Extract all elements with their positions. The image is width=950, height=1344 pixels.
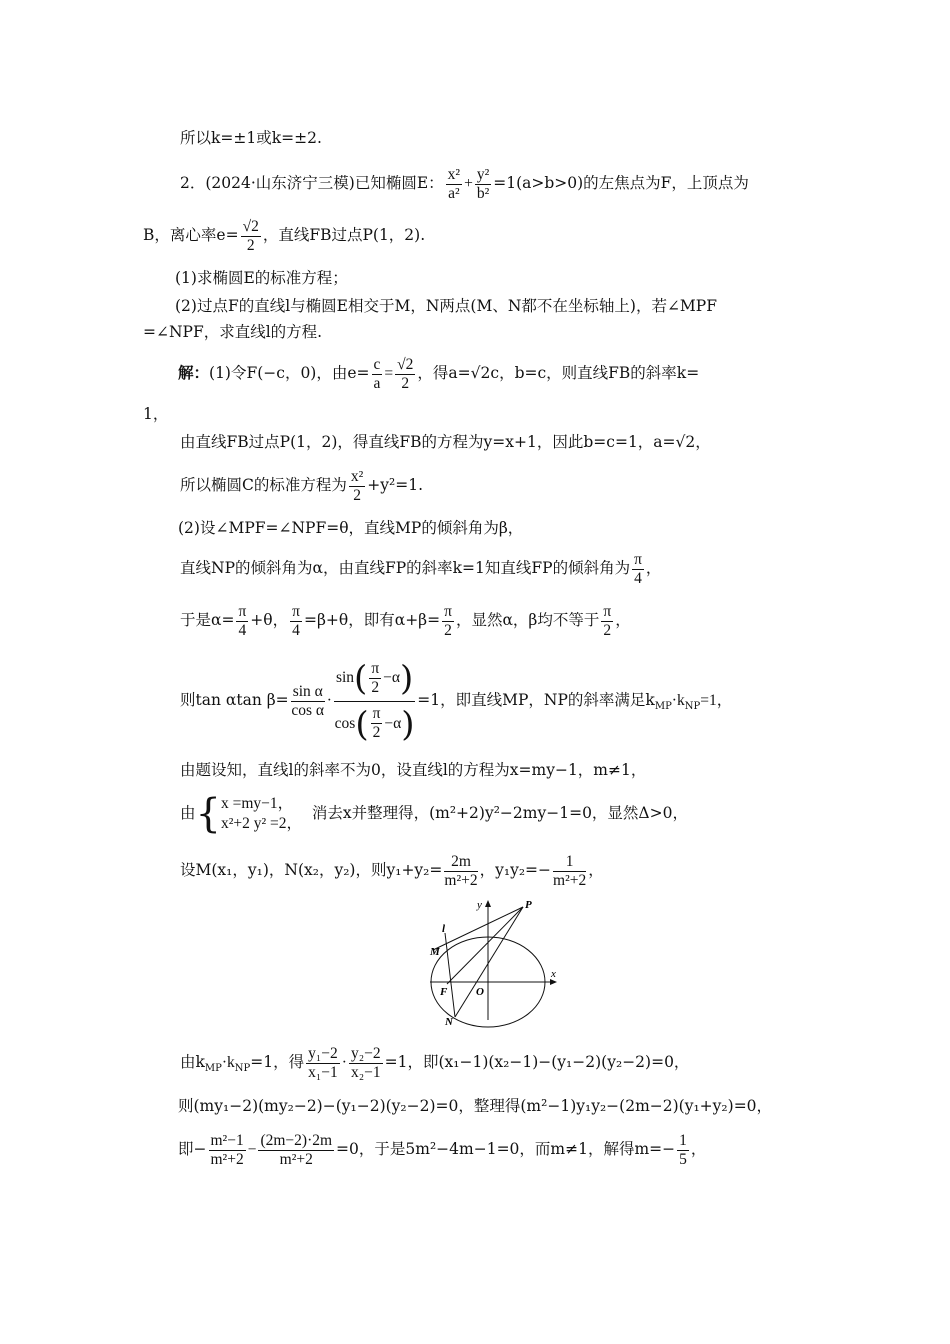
fraction-sin-cos-complement: sin( $\frac{\pi}{2}$ −α) cos( $\frac{\pi}{2}$ −α) [334, 656, 415, 746]
line-FP [447, 907, 523, 984]
fraction-pi-4: $\frac{\pi}{4}$ [292, 602, 300, 639]
text: =1，即(x₁−1)(x₂−1)−(y₁−2)(y₂−2)=0， [384, 1053, 690, 1071]
text: 设M(x₁，y₁)，N(x₂，y₂)，则y₁+y₂= [180, 861, 443, 879]
label-l: l [442, 923, 446, 935]
solution-step: 则(my₁−2)(my₂−2)−(y₁−2)(y₂−2)=0，整理得(m²−1)y₁y₂−(2m−2)(y₁+y₂)=0， [178, 1097, 773, 1115]
text: 直线NP的倾斜角为α，由直线FP的斜率k=1知直线FP的倾斜角为 [180, 559, 631, 577]
text-line: 所以k=±1或k=±2. [180, 129, 322, 147]
solution-step-tan: 则tan αtan β= $\frac{\text{sin α}}{\text{cos α}}$ · sin( $\frac{\pi}{2}$ −α) cos( $\frac{\pi}{2}$ −α) =1，即直线MP，NP的斜率满足$k_{MP}\cdot k_{NP}=1$， [180, 652, 732, 748]
text: B，离心率e= [143, 226, 239, 244]
solution-step: 由题设知，直线l的斜率不为0，设直线l的方程为x=my−1，m≠1， [180, 761, 647, 779]
solution-step-vieta: 设M(x₁，y₁)，N(x₂，y₂)，则y₁+y₂= $\frac{2m}{\text{m²+2}}$ ，y₁y₂=− $\frac{1}{\text{m²+2}}$ ， [180, 852, 604, 889]
text: =0，于是5m²−4m−1=0，而m≠1，解得m=− [336, 1140, 676, 1158]
label-x: x [551, 968, 556, 980]
solution-step-system: 由{ x =my−1， x²+2 y² =2， 消去x并整理得，(m²+2)y²−2my−1=0，显然Δ>0， [180, 791, 688, 837]
text: +θ， [250, 611, 289, 629]
text: 消去x并整理得，(m²+2)y²−2my−1=0，显然Δ>0， [311, 804, 688, 822]
label-M: M [430, 946, 440, 958]
y-axis-arrow [485, 900, 491, 907]
text: 由 [180, 804, 196, 822]
fraction-2m: $\frac{2m}{\text{m²+2}}$ [444, 852, 478, 889]
solution-step: 解：(1)令F(−c，0)，由e= $\frac{c}{a}$ = $\frac{√2}{2}$ ，得a=√2c，b=c，则直线FB的斜率k= [178, 355, 700, 392]
text: 2．(2024·山东济宁三模)已知椭圆E： [180, 174, 444, 192]
text: 则tan αtan β= [180, 691, 289, 709]
solution-step: 直线NP的倾斜角为α，由直线FP的斜率k=1知直线FP的倾斜角为 $\frac{\pi}{4}$ ， [180, 550, 662, 587]
text: ，得a=√2c，b=c，则直线FB的斜率k= [417, 364, 700, 382]
solution-step: 于是α= $\frac{\pi}{4}$ +θ， $\frac{\pi}{4}$ =β+θ，即有α+β= $\frac{\pi}{2}$ ，显然α，β均不等于 $\frac{\pi}{2}$ ， [180, 602, 631, 639]
solution-step-final: 即− $\frac{\text{m²−1}}{\text{m²+2}}$ − $\frac{(2m-2)\cdot 2m}{\text{m²+2}}$ =0，于是5m²−4m−1=0，而m≠1，解得m=− $\frac{1}{5}$ ， [178, 1131, 707, 1168]
fraction-y2-x2: $\frac{\text{y₂−2}}{\text{x₂−1}}$ [350, 1044, 381, 1081]
fraction-y2-b2: $\frac{\text{y²}}{\text{b²}}$ [476, 165, 490, 202]
solution-step-kproduct: 由$k_{MP}\cdot k_{NP}=1$，得 $\frac{\text{y₁−2}}{\text{x₁−1}}$ · $\frac{\text{y₂−2}}{\text{x₂−1}}$ =1，即(x₁−1)(x₂−1)−(y₁−2)(y₂−2)=0， [180, 1044, 690, 1081]
text: =1，即直线MP，NP的斜率满足k [417, 691, 655, 709]
ellipse-figure [425, 895, 570, 1030]
text: +y²=1. [367, 476, 424, 494]
text: =1(a>b>0)的左焦点为F，上顶点为 [493, 174, 749, 192]
fraction-x2-2: $\frac{\text{x²}}{2}$ [350, 467, 364, 504]
fraction-c-a: $\frac{c}{a}$ [373, 355, 381, 392]
fraction-pi-2: $\frac{\pi}{2}$ [603, 602, 612, 639]
fraction-2m-2: $\frac{(2m-2)\cdot 2m}{\text{m²+2}}$ [260, 1131, 333, 1168]
text: 于是α= [180, 611, 235, 629]
text: 由k [180, 1053, 205, 1071]
solution-step: (2)设∠MPF=∠NPF=θ，直线MP的倾斜角为β， [178, 519, 524, 537]
fraction-m2-1: $\frac{\text{m²−1}}{\text{m²+2}}$ [210, 1131, 244, 1168]
text: =1，得 [250, 1053, 305, 1071]
question-2-cont: =∠NPF，求直线l的方程. [143, 323, 323, 341]
label-P: P [525, 899, 532, 911]
fraction-pi-4: $\frac{\pi}{4}$ [634, 550, 642, 587]
text: ，显然α，β均不等于 [455, 611, 600, 629]
fraction-1-5: $\frac{1}{5}$ [679, 1131, 687, 1168]
text: ，y₁y₂=− [479, 861, 552, 879]
text: ，直线FB过点P(1，2). [262, 226, 426, 244]
problem-2-statement [180, 158, 749, 208]
text: 即− [178, 1140, 207, 1158]
fraction-y1-x1: $\frac{\text{y₁−2}}{\text{x₁−1}}$ [308, 1044, 338, 1081]
fraction-sqrt2-2: $\frac{√2}{2}$ [242, 217, 259, 254]
fraction-1: $\frac{1}{\text{m²+2}}$ [553, 852, 587, 889]
label-y: y [477, 899, 482, 911]
label-F: F [440, 986, 448, 998]
fraction-pi-2: $\frac{\pi}{2}$ [444, 602, 452, 639]
plus: + [464, 175, 473, 192]
fraction-x2-a2: $\frac{\text{x²}}{\text{a²}}$ [447, 165, 461, 202]
solution-step [180, 462, 423, 508]
label-N: N [445, 1016, 453, 1028]
question-1: (1)求椭圆E的标准方程； [175, 269, 348, 287]
problem-2-statement-cont [143, 212, 425, 258]
solution-step: 由直线FB过点P(1，2)，得直线FB的方程为y=x+1，因此b=c=1，a=√2， [180, 433, 711, 451]
equation-system: x =my−1， x²+2 y² =2， [220, 795, 302, 832]
solution-label: 解： [178, 363, 210, 382]
fraction-sqrt2-2: $\frac{√2}{2}$ [397, 355, 414, 392]
text: =β+θ，即有α+β= [303, 611, 441, 629]
solution-step: 1， [143, 405, 169, 423]
text: 所以椭圆C的标准方程为 [180, 476, 347, 494]
text: (1)令F(−c，0)，由e= [209, 364, 370, 382]
label-O: O [476, 986, 484, 998]
question-2: (2)过点F的直线l与椭圆E相交于M，N两点(M、N都不在坐标轴上)，若∠MPF [175, 297, 717, 315]
fraction-pi-4: $\frac{\pi}{4}$ [238, 602, 247, 639]
fraction-sin-cos: $\frac{\text{sin α}}{\text{cos α}}$ [291, 682, 325, 719]
